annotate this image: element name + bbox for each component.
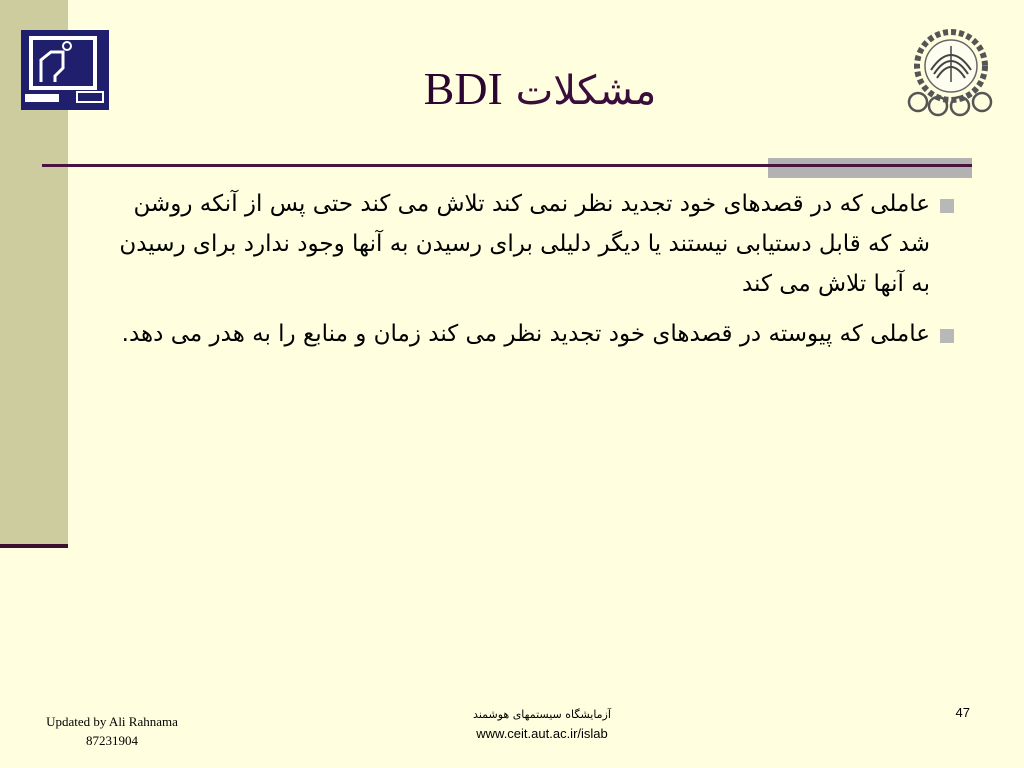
footer-student-id: 87231904: [86, 733, 138, 748]
title-rule: [42, 164, 972, 167]
page-number: 47: [955, 705, 970, 720]
slide-title: [300, 62, 780, 115]
square-bullet-icon: [940, 329, 954, 343]
left-sidebar-underline: [0, 544, 68, 548]
bullet-text: عاملی که پیوسته در قصدهای خود تجدید نظر می کند زمان و منابع را به هدر می دهد.: [121, 321, 930, 347]
slide-title-latin: BDI: [423, 63, 503, 114]
footer-author: [28, 712, 196, 750]
slide-body: [110, 184, 970, 364]
university-emblem-icon: [904, 26, 998, 118]
title-rule-accent: [768, 158, 972, 178]
square-bullet-icon: [940, 199, 954, 213]
footer-author-line: Updated by Ali Rahnama: [46, 714, 178, 729]
footer-lab: [440, 705, 644, 743]
computer-monitor-logo-icon: [21, 30, 109, 110]
bullet-item: [110, 314, 970, 354]
bullet-text: عاملی که در قصدهای خود تجدید نظر نمی کند تلاش می کند حتی پس از آنکه روشن شد که قابل دستیابی نیستند یا دیگر دلیلی برای رسیدن به آنها وجود ندارد برای رسیدن به آنها تلاش می کند: [119, 191, 930, 297]
bullet-item: [110, 184, 970, 304]
footer-lab-url[interactable]: www.ceit.aut.ac.ir/islab: [476, 726, 608, 741]
footer-lab-name: آزمایشگاه سیستمهای هوشمند: [473, 708, 611, 721]
slide-title-farsi: مشکلات: [515, 68, 657, 114]
